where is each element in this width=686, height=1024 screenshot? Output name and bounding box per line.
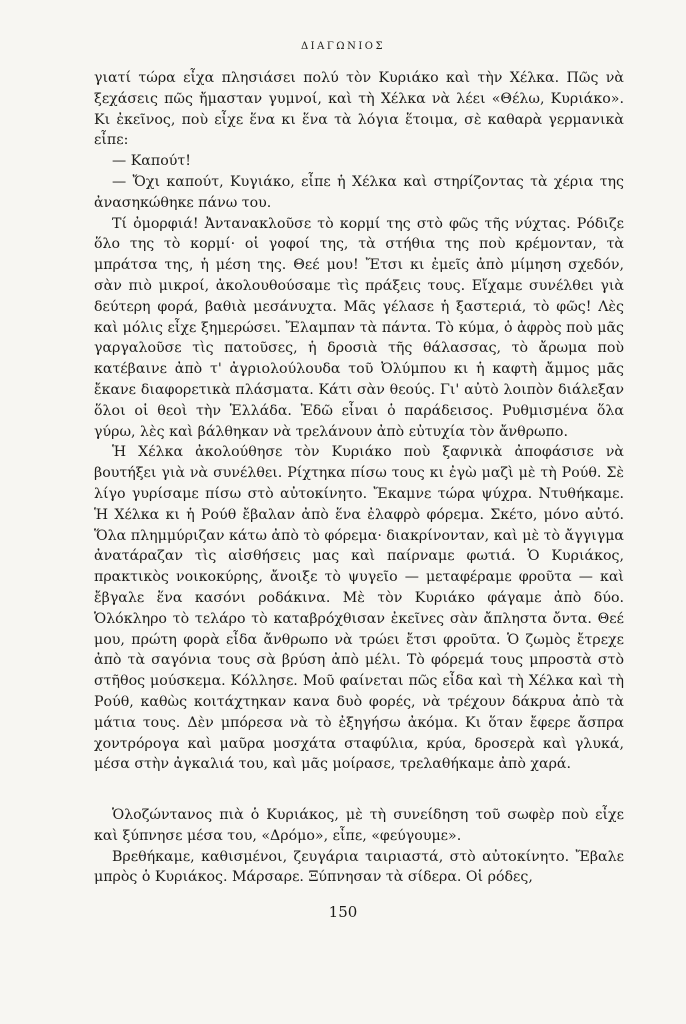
paragraph: Βρεθήκαμε, καθισμένοι, ζευγάρια ταιριαστά, στὸ αὐτοκίνητο. Ἔβαλε μπρὸς ὁ Κυριάκος. Μάρσαρε. Ξύπνησαν τὰ σίδερα. Οἱ ρόδες, (94, 848, 624, 886)
running-title: ΔΙΑΓΩΝΙΟΣ (300, 41, 386, 52)
paragraph: γιατί τώρα εἶχα πλησιάσει πολύ τὸν Κυριάκο καὶ τὴν Χέλκα. Πῶς νὰ ξεχάσεις πῶς ἤμασταν γυμνοί, καὶ τὴ Χέλκα νὰ λέει «Θέλω, Κυριάκο». Κι ἐκεῖνος, ποὺ εἶχε ἕνα κι ἕνα τὰ λόγια ἕτοιμα, σὲ καθαρὰ γερμανικὰ εἶπε: (94, 70, 624, 149)
page-number: 150 (328, 903, 358, 921)
paragraph: Ὁλοζώντανος πιὰ ὁ Κυριάκος, μὲ τὴ συνείδηση τοῦ σωφὲρ ποὺ εἶχε καὶ ξύπνησε μέσα του, «Δρόμο», εἶπε, «φεύγουμε». (94, 807, 624, 844)
dialogue-line: — Ὄχι καπούτ, Κυγιάκο, εἶπε ἡ Χέλκα καὶ στηρίζοντας τὰ χέρια της ἀνασηκώθηκε πάνω του. (94, 173, 624, 211)
paragraph: Τί ὀμορφιά! Ἀντανακλοῦσε τὸ κορμί της στὸ φῶς τῆς νύχτας. Ρόδιζε ὅλο της τὸ κορμί· οἱ γοφοί της, τὰ στήθια της ποὺ κρέμονταν, τὰ μπράτσα της, ἡ μέση της. Θεέ μου! Ἔτσι κι ἐμεῖς ἀπὸ μίμηση σχεδόν, σὰν πιὸ μικροί, ἀκολουθούσαμε τὶς πράξεις τους. Εἴχαμε συνέλθει γιὰ δεύτερη φορά, βαθιὰ μεσάνυχτα. Μᾶς γέλασε ἡ ξαστεριά, τὸ φῶς! Λὲς καὶ μόλις εἶχε ξημερώσει. Ἔλαμπαν τὰ πάντα. Τὸ κύμα, ὁ ἀφρὸς ποὺ μᾶς γαργαλοῦσε τὶς πατοῦσες, ἡ δροσιὰ τῆς θάλασσας, τὸ ἄρωμα ποὺ κατέβαινε ἀπὸ τ' ἀγριολούλουδα τοῦ Ὀλύμπου κι ἡ καφτὴ ἄμμος μᾶς ἔκανε διαφορετικὰ πλάσματα. Κάτι σὰν θεούς. Γι' αὐτὸ λοιπὸν διάλεξαν ὅλοι οἱ θεοὶ τὴν Ἑλλάδα. Ἐδῶ εἶναι ὁ παράδεισος. Ρυθμισμένα ὅλα γύρω, λὲς καὶ βάλθηκαν νὰ τρελάνουν ἀπὸ εὐτυχία τὸν ἄνθρωπο. (94, 215, 624, 440)
dialogue-line: — Καπούτ! (112, 153, 191, 170)
body-text (94, 68, 624, 888)
paragraph: Ἡ Χέλκα ἀκολούθησε τὸν Κυριάκο ποὺ ξαφνικὰ ἀποφάσισε νὰ βουτήξει γιὰ νὰ συνέλθει. Ρίχτηκα πίσω τους κι ἐγὼ μαζὶ μὲ τὴ Ρούθ. Σὲ λίγο γυρίσαμε πίσω στὸ αὐτοκίνητο. Ἔκαμνε τώρα ψύχρα. Ντυθήκαμε. Ἡ Χέλκα κι ἡ Ρούθ ἔβαλαν ἀπὸ ἕνα ἐλαφρὸ φόρεμα. Σκέτο, μόνο αὐτό. Ὅλα πλημμύριζαν κάτω ἀπὸ τὸ φόρεμα· διακρίνονταν, καὶ μὲ τὸ ἄγγιγμα ἀνατάραζαν τὶς αἰσθήσεις μας καὶ παίρναμε φωτιά. Ὁ Κυριάκος, πρακτικὸς νοικοκύρης, ἄνοιξε τὸ ψυγεῖο — μεταφέραμε φροῦτα — καὶ ἔβγαλε ἕνα κασόνι ροδάκινα. Μὲ τὸν Κυριάκο φάγαμε ἀπὸ δύο. Ὁλόκληρο τὸ τελάρο τὸ καταβρόχθισαν ἐκεῖνες σὰν ἄπληστα ὄντα. Θεέ μου, πρώτη φορὰ εἶδα ἄνθρωπο νὰ τρώει ἔτσι φροῦτα. Ὁ ζωμὸς ἔτρεχε ἀπὸ τὰ σαγόνια τους σὰ βρύση ἀπὸ μέλι. Τὸ φόρεμά τους μπροστὰ στὸ στῆθος μούσκεμα. Κόλλησε. Μοῦ φαίνεται πῶς εἶδα καὶ τὴ Χέλκα καὶ τὴ Ρούθ, καθὼς κοιτάχτηκαν κανα δυὸ φορές, νὰ τρέχουν δάκρυα ἀπὸ τὰ μάτια τους. Δὲν μπόρεσα νὰ τὸ ἐξηγήσω ἀκόμα. Κι ὅταν ἔφερε ἄσπρα χοντρόρογα καὶ μαῦρα μοσχάτα σταφύλια, κρύα, δροσερὰ καὶ γλυκά, μέσα στὴν ἀγκαλιά του, καὶ μᾶς μοίρασε, τρελαθήκαμε ἀπὸ χαρά. (94, 444, 624, 773)
